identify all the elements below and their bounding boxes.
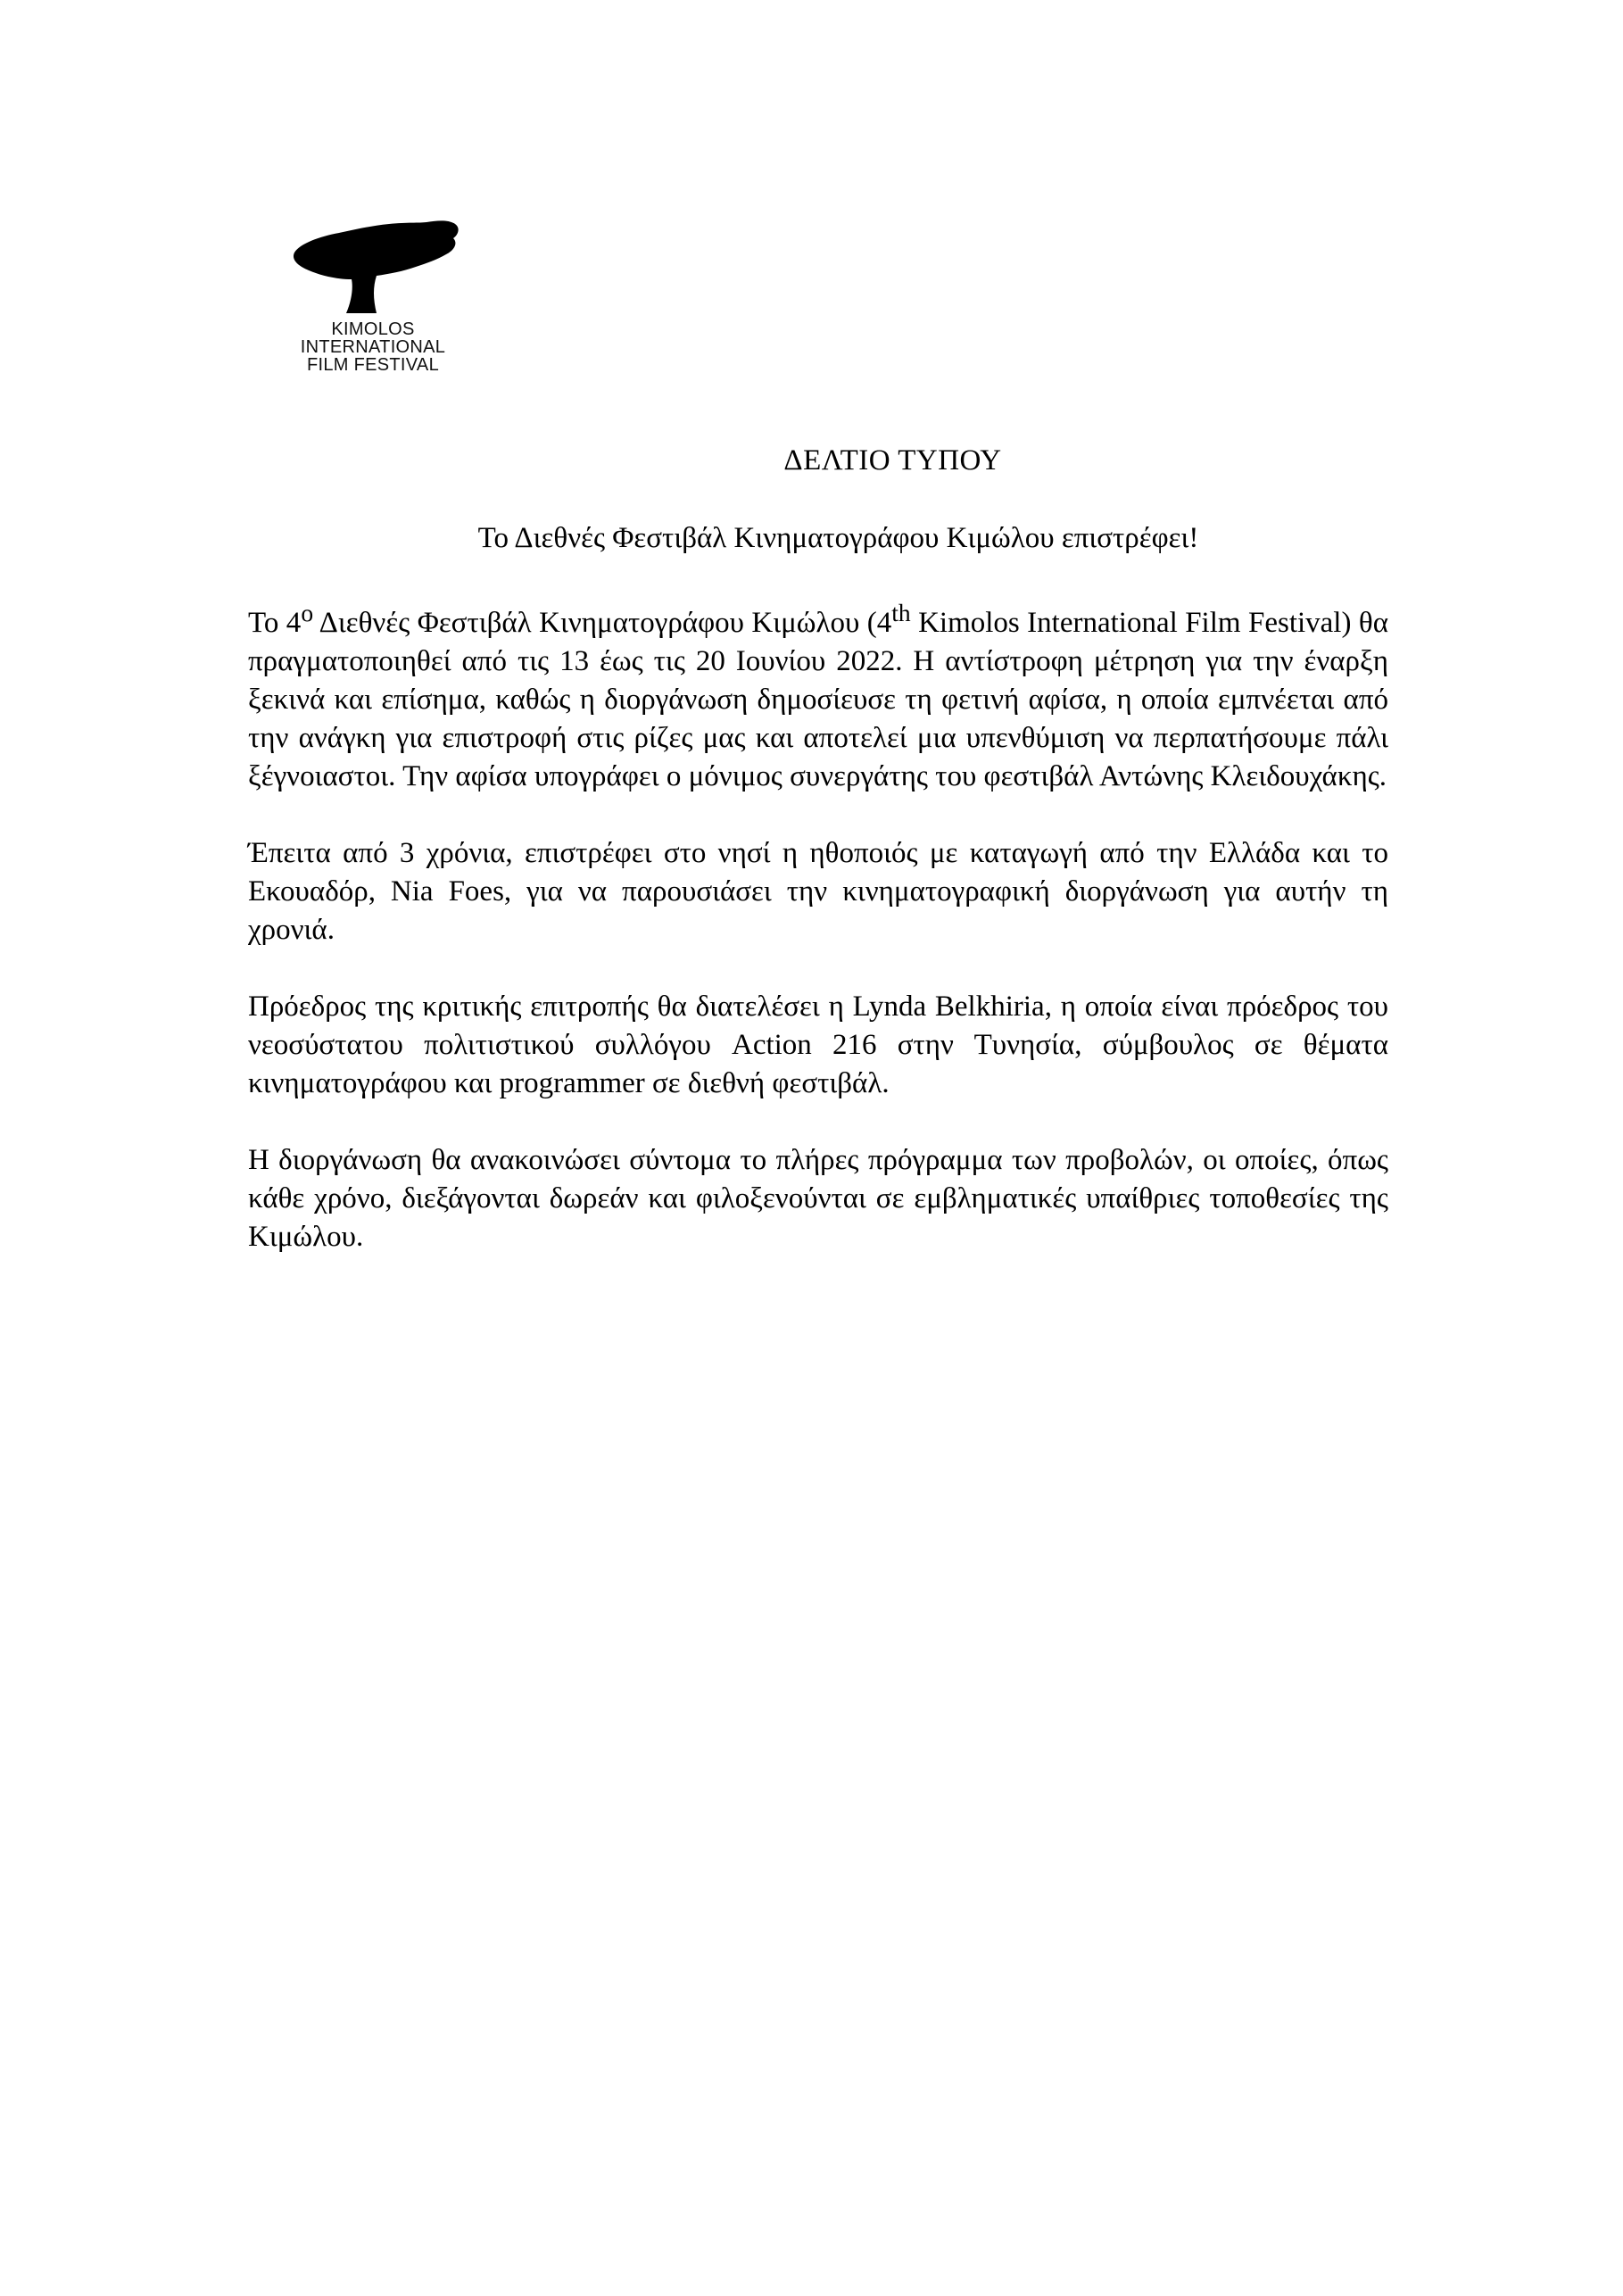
paragraph-2: Έπειτα από 3 χρόνια, επιστρέφει στο νησί η ηθοποιός με καταγωγή από την Ελλάδα και το Εκουαδόρ, Nia Foes, για να παρουσιάσει την κινηματογραφική διοργάνωση για αυτήν τη χρονιά. — [248, 837, 1388, 946]
kimolos-rock-icon — [284, 217, 462, 317]
logo-wordmark — [284, 320, 462, 374]
paragraph-3: Πρόεδρος της κριτικής επιτροπής θα διατελέσει η Lynda Belkhiria, η οποία είναι πρόεδρος του νεοσύστατου πολιτιστικού συλλόγου Action 216 στην Τυνησία, σύμβουλος σε θέματα κινηματογράφου και programmer σε διεθνή φεστιβάλ. — [248, 991, 1388, 1099]
paragraph-4: Η διοργάνωση θα ανακοινώσει σύντομα το πλήρες πρόγραμμα των προβολών, οι οποίες, όπως κάθε χρόνο, διεξάγονται δωρεάν και φιλοξενούνται σε εμβληματικές υπαίθριες τοποθεσίες της Κιμώλου. — [248, 1144, 1388, 1253]
logo-line-2: INTERNATIONAL — [300, 337, 446, 357]
press-release-body — [248, 593, 1388, 1295]
ordinal-superscript: ο — [301, 599, 314, 626]
press-release-subheading: Το Διεθνές Φεστιβάλ Κινηματογράφου Κιμώλου επιστρέφει! — [477, 522, 1199, 554]
ordinal-superscript-en: th — [891, 599, 911, 626]
paragraph-1-text-b: Διεθνές Φεστιβάλ Κινηματογράφου Κιμώλου (4 — [313, 607, 892, 639]
festival-logo — [284, 217, 462, 374]
paragraph-1-text-c: Kimolos International Film Festival) θα πραγματοποιηθεί από τις 13 έως τις 20 Ιουνίου 2022. Η αντίστροφη μέτρηση για την έναρξη ξεκινά και επίσημα, καθώς η διοργάνωση δημοσίευσε τη φετινή αφίσα, η οποία εμπνέεται από την ανάγκη για επιστροφή στις ρίζες μας και αποτελεί μια υπενθύμιση να περπατήσουμε πάλι ξέγνοιαστοι. Την αφίσα υπογράφει ο μόνιμος συνεργάτης του φεστιβάλ Αντώνης Κλειδουχάκης. — [248, 607, 1388, 792]
logo-line-1: KIMOLOS — [331, 319, 415, 339]
paragraph-1 — [248, 593, 1388, 796]
paragraph-1-text-a: Το 4 — [248, 607, 302, 639]
press-release-heading: ΔΕΛΤΙΟ ΤΥΠΟΥ — [783, 444, 1002, 477]
logo-line-3: FILM FESTIVAL — [306, 355, 439, 375]
